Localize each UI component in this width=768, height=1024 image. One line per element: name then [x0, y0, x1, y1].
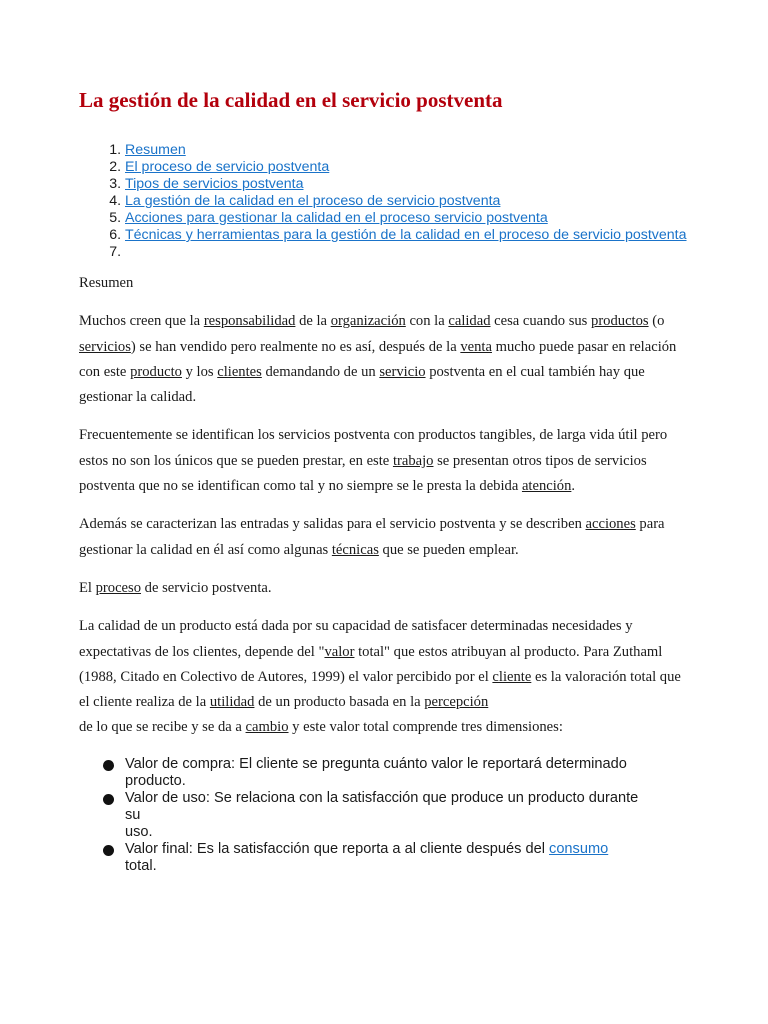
link-organizacion[interactable]: organización: [330, 313, 406, 330]
text: que se pueden emplear.: [378, 541, 519, 558]
link-valor[interactable]: valor: [324, 643, 355, 660]
text: Muchos creen que la: [79, 313, 204, 330]
toc-link-resumen[interactable]: Resumen: [125, 142, 186, 158]
text: El: [79, 579, 96, 596]
text: total" que estos atribuyan al producto. Para Zuthaml (1988, Citado en Colectivo de Autores, 1999) el valor percibido por el: [79, 643, 663, 685]
link-consumo[interactable]: consumo: [549, 840, 609, 857]
bullet-icon: [103, 760, 114, 771]
bullet-text: Valor de uso: Se relaciona con la satisfacción que produce un producto durante: [125, 789, 639, 806]
text: ) se han vendido pero realmente no es así, después de la: [130, 338, 461, 355]
text: La calidad de un producto está dada por su capacidad de satisfacer determinadas necesidades y expectativas de los clientes, depende del ": [79, 618, 633, 660]
list-item: [103, 756, 689, 790]
link-trabajo[interactable]: trabajo: [392, 452, 434, 469]
text: Frecuentemente se identifican los servicios postventa con productos tangibles, de larga vida útil pero estos no son los únicos que se pueden prestar, en este: [79, 427, 668, 469]
paragraph-servicios: [79, 423, 689, 499]
toc-item: [125, 193, 689, 210]
bullet-icon: [103, 845, 114, 856]
link-proceso[interactable]: proceso: [95, 579, 142, 596]
section-heading-resumen: Resumen: [79, 275, 134, 291]
paragraph-intro: [79, 309, 689, 410]
text: se presentan otros tipos de servicios postventa que no se identifican como tal y no siempre se le presta la debida: [79, 452, 647, 495]
bullet-text: total.: [125, 857, 157, 874]
text: para gestionar la calidad en él así como algunas: [79, 516, 665, 558]
link-acciones[interactable]: acciones: [585, 516, 636, 533]
link-percepcion[interactable]: percepción: [424, 694, 489, 711]
toc-item: [125, 227, 689, 244]
link-servicio[interactable]: servicio: [379, 363, 426, 380]
text: de la: [295, 313, 331, 330]
toc-link-tecnicas[interactable]: Técnicas y herramientas para la gestión de la calidad en el proceso de servicio postventa: [125, 227, 687, 243]
text: con la: [405, 313, 449, 330]
text: y los: [181, 363, 218, 380]
bullet-icon: [103, 794, 114, 805]
text: postventa en el cual también hay que gestionar la calidad.: [79, 363, 645, 406]
text: de lo que se recibe y se da a: [79, 719, 246, 736]
text: (o: [648, 313, 665, 330]
toc-link-tipos[interactable]: Tipos de servicios postventa: [125, 176, 304, 192]
text: es la valoración total que el cliente realiza de la: [79, 668, 681, 711]
link-cliente[interactable]: cliente: [492, 668, 532, 685]
toc-link-acciones[interactable]: Acciones para gestionar la calidad en el proceso servicio postventa: [125, 210, 548, 226]
bullet-text: Valor final: Es la satisfacción que reporta a al cliente después del: [125, 840, 550, 857]
toc-item: [125, 176, 689, 193]
text: cesa cuando sus: [490, 313, 592, 330]
list-item: [103, 841, 689, 875]
text: mucho puede pasar en relación con este: [79, 338, 677, 380]
paragraph-valor: [79, 614, 689, 740]
text: .: [571, 478, 576, 495]
toc-link-gestion[interactable]: La gestión de la calidad en el proceso de servicio postventa: [125, 193, 501, 209]
link-tecnicas[interactable]: técnicas: [331, 541, 379, 558]
text: Además se caracterizan las entradas y salidas para el servicio postventa y se describen: [79, 516, 586, 533]
text: y este valor total comprende tres dimensiones:: [288, 719, 563, 736]
table-of-contents: [79, 142, 689, 261]
document-title: La gestión de la calidad en el servicio postventa: [79, 88, 503, 112]
toc-link-proceso[interactable]: El proceso de servicio postventa: [125, 159, 330, 175]
bullet-text: Valor de compra: El cliente se pregunta cuánto valor le reportará determinado: [125, 755, 627, 772]
link-clientes[interactable]: clientes: [217, 363, 262, 380]
link-cambio[interactable]: cambio: [245, 719, 289, 736]
dimensions-list: [79, 756, 689, 875]
section-heading-proceso: [79, 576, 689, 601]
list-item: [103, 790, 689, 841]
link-venta[interactable]: venta: [460, 338, 492, 355]
link-producto[interactable]: producto: [130, 363, 182, 380]
toc-item: [125, 142, 689, 159]
toc-item: [125, 210, 689, 227]
bullet-text-line: [125, 841, 689, 858]
bullet-text: uso.: [125, 823, 153, 840]
text: de servicio postventa.: [141, 579, 272, 596]
toc-item: [125, 159, 689, 176]
link-utilidad[interactable]: utilidad: [209, 694, 255, 711]
text: de un producto basada en la: [254, 694, 425, 711]
toc-item-empty: [125, 244, 689, 261]
bullet-text: su: [125, 806, 141, 823]
text: demandando de un: [261, 363, 380, 380]
link-atencion[interactable]: atención: [521, 478, 572, 495]
bullet-text: producto.: [125, 772, 186, 789]
link-servicios[interactable]: servicios: [79, 338, 131, 355]
link-responsabilidad[interactable]: responsabilidad: [203, 313, 296, 330]
paragraph-caracterizan: [79, 512, 689, 563]
link-calidad[interactable]: calidad: [448, 313, 491, 330]
document-page: [79, 86, 689, 875]
link-productos[interactable]: productos: [591, 313, 649, 330]
